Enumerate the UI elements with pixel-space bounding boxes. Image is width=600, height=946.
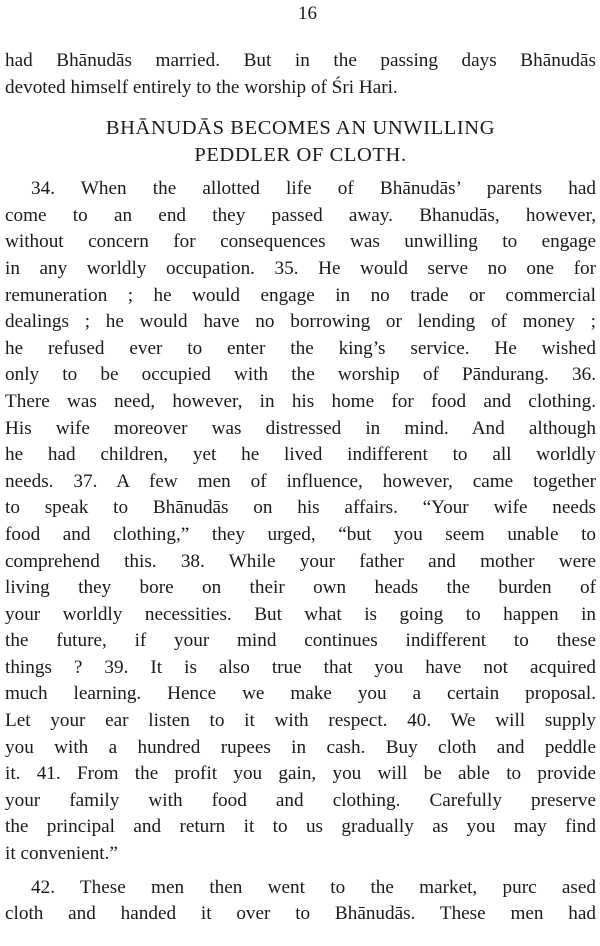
text-line: 34. When the allotted life of Bhānudās’ parents had — [31, 178, 596, 200]
text-line: much learning. Hence we make you a certain proposal. — [5, 683, 596, 705]
text-line: needs. 37. A few men of influence, however, came together — [5, 470, 596, 492]
text-line: dealings ; he would have no borrowing or lending of money ; — [5, 311, 596, 333]
text-line: in any worldly occupation. 35. He would serve no one for — [5, 257, 596, 279]
text-line: remuneration ; he would engage in no trade or commercial — [5, 284, 596, 306]
text-line: Let your ear listen to it with respect. 40. We will supply — [5, 710, 596, 732]
text-line: it. 41. From the profit you gain, you will be able to provide — [5, 763, 596, 785]
text-line: cloth and handed it over to Bhānudās. These men had — [5, 903, 596, 925]
text-line: the principal and return it to us gradually as you may find — [5, 816, 596, 838]
section-heading — [5, 115, 596, 169]
text-line: comprehend this. 38. While your father and mother were — [5, 550, 596, 572]
text-line: your family with food and clothing. Carefully preserve — [5, 789, 596, 811]
text-line: he refused ever to enter the king’s service. He wished — [5, 337, 596, 359]
text-line: things ? 39. It is also true that you have not acquired — [5, 656, 596, 678]
text-line: devoted himself entirely to the worship of Śri Hari. — [5, 76, 398, 98]
text-line: without concern for consequences was unwilling to engage — [5, 231, 596, 253]
intro-paragraph — [5, 48, 596, 101]
heading-line: PEDDLER OF CLOTH. — [194, 144, 407, 167]
text-line: it convenient.” — [5, 843, 118, 865]
text-line: His wife moreover was distressed in mind. And although — [5, 417, 596, 439]
text-line: he had children, yet he lived indifferent to all worldly — [5, 444, 596, 466]
text-line: food and clothing,” they urged, “but you seem unable to — [5, 523, 596, 545]
text-line: living they bore on their own heads the burden of — [5, 577, 596, 599]
heading-line: BHĀNUDĀS BECOMES AN UNWILLING — [105, 117, 496, 140]
body-paragraph-1 — [5, 176, 596, 867]
text-line: you with a hundred rupees in cash. Buy cloth and peddle — [5, 736, 596, 758]
text-line: 42. These men then went to the market, purc ased — [31, 876, 596, 898]
text-line: the future, if your mind continues indifferent to these — [5, 630, 596, 652]
text-line: only to be occupied with the worship of Pāndurang. 36. — [5, 364, 596, 386]
text-line: come to an end they passed away. Bhanudās, however, — [5, 204, 596, 226]
body-paragraph-2 — [5, 875, 596, 928]
page-number: 16 — [298, 3, 317, 24]
text-line: to speak to Bhānudās on his affairs. “Your wife needs — [5, 497, 596, 519]
text-line: your worldly necessities. But what is going to happen in — [5, 603, 596, 625]
text-line: had Bhānudās married. But in the passing days Bhānudās — [5, 50, 596, 71]
text-line: There was need, however, in his home for food and clothing. — [5, 390, 596, 412]
